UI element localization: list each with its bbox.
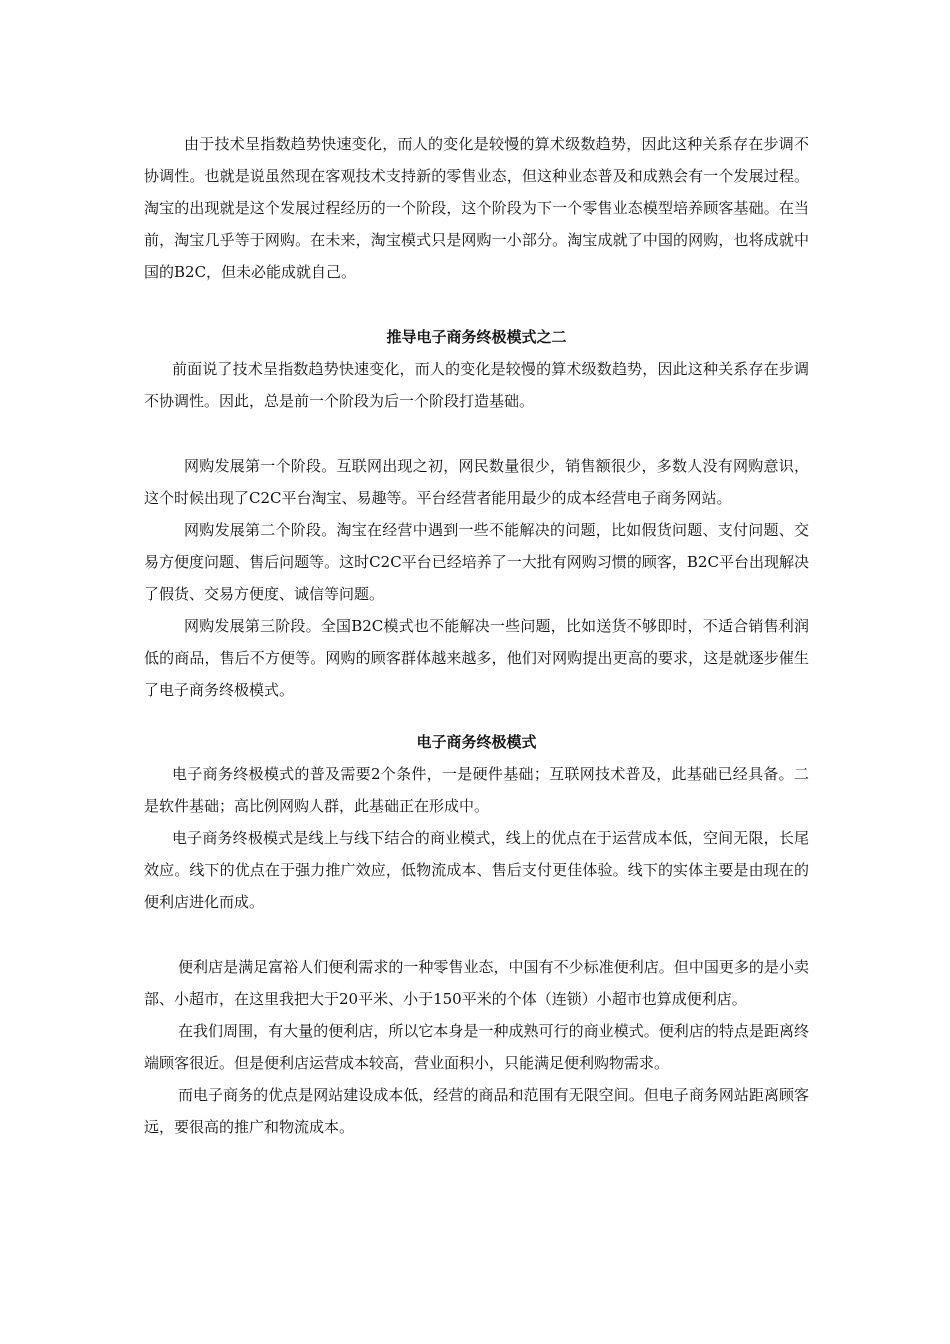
section-gap [144,918,809,951]
paragraph-tech-vs-human: 前面说了技术呈指数趋势快速变化，而人的变化是较慢的算术级数趋势，因此这种关系存在步调不协调性。因此，总是前一个阶段为后一个阶段打造基础。 [144,360,809,410]
section-heading-derivation-2: 推导电子商务终极模式之二 [386,328,567,346]
paragraph-stage-1: 网购发展第一个阶段。互联网出现之初，网民数量很少，销售额很少，多数人没有网购意识，这个时候出现了C2C平台淘宝、易趣等。平台经营者能用最少的成本经营电子商务网站。 [144,457,809,507]
paragraph-stage-2: 网购发展第二个阶段。淘宝在经营中遇到一些不能解决的问题，比如假货问题、支付问题、交易方便度问题、售后问题等。这时C2C平台已经培养了一大批有网购习惯的顾客，B2C平台出现解决了假货、交易方便度、诚信等问题。 [144,521,809,603]
paragraph-convenience-store: 便利店是满足富裕人们便利需求的一种零售业态，中国有不少标准便利店。但中国更多的是小卖部、小超市，在这里我把大于20平米、小于150平米的个体（连锁）小超市也算成便利店。 [144,958,809,1008]
paragraph-stage-3: 网购发展第三阶段。全国B2C模式也不能解决一些问题，比如送货不够即时，不适合销售利润低的商品，售后不方便等。网购的顾客群体越来越多，他们对网购提出更高的要求，这是就逐步催生了电子商务终极模式。 [144,617,809,699]
paragraph-store-features: 在我们周围，有大量的便利店，所以它本身是一种成熟可行的商业模式。便利店的特点是距离终端顾客很近。但是便利店运营成本较高，营业面积小，只能满足便利购物需求。 [144,1022,809,1072]
paragraph-online-offline: 电子商务终极模式是线上与线下结合的商业模式，线上的优点在于运营成本低，空间无限，长尾效应。线下的优点在于强力推广效应，低物流成本、售后支付更佳体验。线下的实体主要是由现在的便利店进化而成。 [144,829,809,911]
document-body [144,128,809,1143]
paragraph-conditions: 电子商务终极模式的普及需要2个条件，一是硬件基础；互联网技术普及，此基础已经具备。二是软件基础；高比例网购人群，此基础正在形成中。 [144,765,809,815]
section-gap [144,288,809,321]
paragraph-taobao-stage: 由于技术呈指数趋势快速变化，而人的变化是较慢的算术级数趋势，因此这种关系存在步调不协调性。也就是说虽然现在客观技术支持新的零售业态，但这种业态普及和成熟会有一个发展过程。淘宝的出现就是这个发展过程经历的一个阶段，这个阶段为下一个零售业态模型培养顾客基础。在当前，淘宝几乎等于网购。在未来，淘宝模式只是网购一小部分。淘宝成就了中国的网购，也将成就中国的B2C，但未必能成就自己。 [144,135,809,281]
paragraph-ecommerce-advantage: 而电子商务的优点是网站建设成本低，经营的商品和范围有无限空间。但电子商务网站距离顾客远，要很高的推广和物流成本。 [144,1086,809,1136]
section-heading-ultimate-mode: 电子商务终极模式 [416,733,537,751]
section-gap [144,417,809,450]
section-gap [144,706,809,726]
